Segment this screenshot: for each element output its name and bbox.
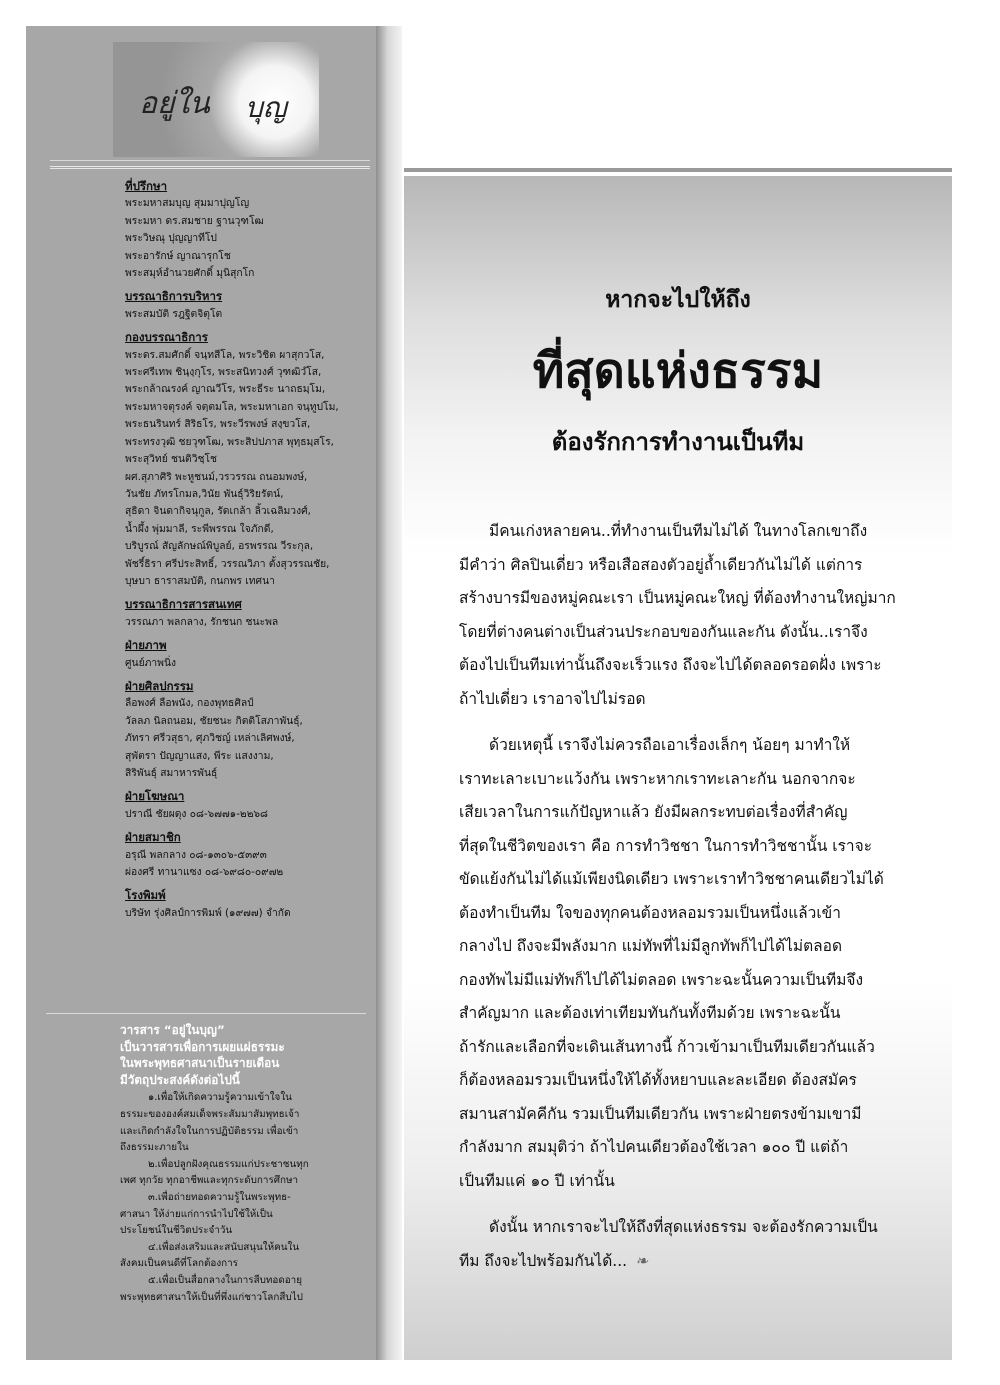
credit-line: พระดร.สมศักดิ์ จนฺทสีโล, พระวิชิต ผาสุกวโส, — [125, 348, 325, 361]
article-line: ดังนั้น หากเราจะไปให้ถึงที่สุดแห่งธรรม จะต้องรักความเป็น — [489, 1218, 878, 1236]
mission-statement — [120, 1022, 370, 1306]
article-line: กำลังมาก สมมุติว่า ถ้าไปคนเดียวต้องใช้เวลา ๑๐๐ ปี แต่ถ้า — [459, 1138, 849, 1156]
mission-item-line: ๑.เพื่อให้เกิดความรู้ความเข้าใจใน — [148, 1092, 292, 1104]
article-line: ทีม ถึงจะไปพร้อมกันได้... ❧ — [459, 1245, 897, 1279]
article-headline: ที่สุดแห่งธรรม — [532, 343, 824, 399]
credit-group — [125, 637, 370, 672]
quill-icon: ❧ — [635, 1251, 649, 1270]
credit-line: พระศรีเทพ ชินฺงฺกุโร, พระสนิทวงศ์ วุฑฒิวํโส, — [125, 366, 322, 379]
credit-line: บริบูรณ์ สัญลักษณ์พิบูลย์, อรพรรณ วีระกุล, — [125, 540, 314, 553]
credit-group — [125, 678, 370, 782]
article-line: กองทัพไม่มีแม่ทัพก็ไปได้ไม่ตลอด เพราะฉะนั้นความเป็นทีมจึง — [459, 970, 864, 989]
article-kicker: หากจะไปให้ถึง — [605, 287, 751, 313]
mission-item-line: ๒.เพื่อปลูกฝังคุณธรรมแก่ประชาชนทุก — [148, 1158, 309, 1170]
credit-section-title: ฝ่ายศิลปกรรม — [125, 678, 194, 693]
mission-item-line: ถึงธรรมะภายใน — [120, 1142, 189, 1154]
article-line: ก็ต้องหลอมรวมเป็นหนึ่งให้ได้ทั้งหยาบและละเอียด ต้องสมัคร — [459, 1071, 857, 1089]
mission-item-line: สังคมเป็นคนดีที่โลกต้องการ — [120, 1258, 238, 1270]
article-line: ถ้าไปเดี่ยว เราอาจไปไม่รอด — [459, 689, 646, 708]
mission-item-line: ประโยชน์ในชีวิตประจำวัน — [120, 1225, 233, 1237]
article-subhead: ต้องรักการทำงานเป็นทีม — [551, 428, 805, 456]
credit-section-title: โรงพิมพ์ — [125, 888, 166, 903]
credit-line: พระทรงวุฒิ ชยวุฑโฒ, พระสิปปภาส พุทฺธมฺสโร, — [125, 435, 334, 448]
article-body — [459, 515, 897, 1278]
sidebar-divider-top — [50, 160, 370, 161]
article-line: มีคำว่า ศิลปินเดี่ยว หรือเสือสองตัวอยู่ถ้ำเดียวกันไม่ได้ แต่การ — [459, 555, 863, 574]
credit-line: ผศ.สุภาศิริ พะหูชนม์,วรวรรณ ถนอมพงษ์, — [125, 470, 308, 483]
article-line: ด้วยเหตุนี้ เราจึงไม่ควรถือเอาเรื่องเล็กๆ น้อยๆ มาทำให้ — [489, 736, 851, 754]
credit-line: วันชัย ภัทรโกมล,วินัย พันธุ์วิริยรัตน์, — [125, 487, 284, 500]
mission-items — [120, 1090, 370, 1306]
credit-section-title: ฝ่ายโฆษณา — [125, 789, 185, 804]
credit-section-title: บรรณาธิการบริหาร — [125, 289, 223, 304]
credit-group — [125, 788, 370, 823]
credit-group — [125, 178, 370, 282]
article-paragraph — [459, 515, 897, 716]
article-line: สร้างบารมีของหมู่คณะเรา เป็นหมู่คณะใหญ่ ที่ต้องทำงานใหญ่มาก — [459, 589, 896, 607]
credit-section-title: ที่ปรึกษา — [125, 179, 168, 193]
credit-line: นํ้าผึ้ง พุ่มมาลี, ระพีพรรณ ใจภักดี, — [125, 522, 274, 535]
credit-group — [125, 887, 370, 922]
credit-line: พระกล้าณรงค์ ญาณวีโร, พระธีระ นาถธมฺโม, — [125, 383, 326, 396]
credit-group — [125, 288, 370, 323]
mission-item-line: ๔.เพื่อส่งเสริมและสนับสนุนให้คนใน — [148, 1241, 300, 1253]
credit-line: สุพัตรา ปัญญาแสง, พีระ แสงงาม, — [125, 749, 274, 762]
article-line: กลางไป ถึงจะมีพลังมาก แม่ทัพที่ไม่มีลูกทัพก็ไปได้ไม่ตลอด — [459, 937, 843, 955]
article-line: เสียเวลาในการแก้ปัญหาแล้ว ยังมีผลกระทบต่อเรื่องที่สำคัญ — [459, 803, 848, 821]
credit-line: ภัทรา ศรีวสุธา, ศุภวิชญ์ เหล่าเลิศพงษ์, — [125, 732, 295, 745]
credit-line: ปราณี ชัยผดุง ๐๘-๖๗๗๑-๒๒๖๘ — [125, 807, 268, 820]
mission-item-line: ธรรมะขององค์สมเด็จพระสัมมาสัมพุทธเจ้า — [120, 1108, 300, 1120]
credit-line: สุธิดา จินดากิจนุกูล, รัดเกล้า ลิ้วเฉลิมวงศ์, — [125, 505, 311, 518]
credit-line: พระอารักษ์ ญาณารุกโช — [125, 249, 231, 262]
credits-list — [125, 178, 370, 928]
article-paragraph — [459, 729, 897, 1198]
credit-line: พระสุวิทย์ ชนติวิชฺโช — [125, 453, 218, 466]
article-top-bar — [404, 168, 952, 172]
credit-section-title: กองบรรณาธิการ — [125, 330, 208, 345]
credit-section-title: บรรณาธิการสารสนเทศ — [125, 597, 242, 612]
mission-title-line: เป็นวารสารเพื่อการเผยแผ่ธรรมะ — [120, 1039, 285, 1054]
mission-title — [120, 1022, 370, 1088]
article-line: สำคัญมาก และต้องเท่าเทียมทันกันทั้งทีมด้วย เพราะฉะนั้น — [459, 1004, 841, 1022]
mission-item-line: ๕.เพื่อเป็นสื่อกลางในการสืบทอดอายุ — [148, 1274, 302, 1286]
credit-line: พระธนรินทร์ สิริธโร, พระวีรพงษ์ สงฺขวโส, — [125, 418, 311, 431]
credit-line: พระมหา ดร.สมชาย ฐานวุฑโฒ — [125, 214, 264, 227]
credit-section-title: ฝ่ายสมาชิก — [125, 830, 181, 845]
mission-item-line: และเกิดกำลังใจในการปฏิบัติธรรม เพื่อเข้า — [120, 1125, 299, 1137]
article-paragraph — [459, 1211, 897, 1278]
mission-title-line: ในพระพุทธศาสนาเป็นรายเดือน — [120, 1056, 280, 1071]
logo-text-right: บุญ — [245, 91, 287, 124]
sidebar-divider-mission — [46, 1013, 366, 1014]
credit-line: ผ่องศรี ทานาแซง ๐๘-๖๙๘๐-๐๙๗๒ — [125, 866, 284, 879]
credit-group — [125, 829, 370, 881]
credit-line: พระสมบัติ รฎฐิตจิตุโต — [125, 307, 223, 320]
mission-item-line: เพศ ทุกวัย ทุกอาชีพและทุกระดับการศึกษา — [120, 1175, 299, 1187]
logo-text-left: อยู่ใน — [139, 86, 210, 121]
credit-line: พัชรี์ธิรา ศรีประสิทธิ์, วรรณวิภา ตั้งสุวรรณชัย, — [125, 557, 330, 570]
article-line: ต้องทำเป็นทีม ใจของทุกคนต้องหลอมรวมเป็นหนึ่งแล้วเข้า — [459, 903, 841, 922]
mission-item-line: ๓.เพื่อถ่ายทอดความรู้ในพระพุทธ- — [148, 1191, 291, 1203]
mission-title-line: วารสาร “อยู่ในบุญ” — [120, 1023, 225, 1037]
article-line: ขัดแย้งกันไม่ได้แม้เพียงนิดเดียว เพราะเราทำวิชชาคนเดียวไม่ได้ — [459, 870, 884, 888]
credit-line: วัลลภ นิลถนอม, ชัยชนะ กิตติโสภาพันธุ์, — [125, 714, 303, 727]
credit-group — [125, 329, 370, 590]
credit-line: พระมหาสมบุญ สุมมาปุญโญ — [125, 197, 250, 210]
credit-section-title: ฝ่ายภาพ — [125, 638, 167, 653]
credit-line: บริษัท รุ่งศิลป์การพิมพ์ (๑๙๗๗) จำกัด — [125, 906, 291, 919]
page-spine-shadow — [376, 26, 402, 1360]
credit-line: ศูนย์ภาพนิ่ง — [125, 656, 177, 669]
article-line: ต้องไปเป็นทีมเท่านั้นถึงจะเร็วแรง ถึงจะไปได้ตลอดรอดฝั่ง เพราะ — [459, 656, 882, 674]
article-line: มีคนเก่งหลายคน..ที่ทำงานเป็นทีมไม่ได้ ในทางโลกเขาถึง — [489, 522, 868, 540]
magazine-logo — [113, 42, 319, 157]
article-line: ถ้ารักและเลือกที่จะเดินเส้นทางนี้ ก้าวเข้ามาเป็นทีมเดียวกันแล้ว — [459, 1037, 875, 1056]
mission-item-line: พระพุทธศาสนาให้เป็นที่พึ่งแก่ชาวโลกสืบไป — [120, 1291, 303, 1303]
credit-line: อรุณี พลกลาง ๐๘-๑๓๐๖-๕๓๙๓ — [125, 848, 267, 861]
credit-line: ลือพงศ์ ลือพนัง, กองพุทธศิลป์ — [125, 697, 254, 710]
article-line: โดยที่ต่างคนต่างเป็นส่วนประกอบของกันและกัน ดังนั้น..เราจึง — [459, 622, 868, 641]
article-line: ที่สุดในชีวิตของเรา คือ การทำวิชชา ในการทำวิชชานั้น เราจะ — [459, 836, 873, 855]
article-line: เราทะเลาะเบาะแว้งกัน เพราะหากเราทะเลาะกัน นอกจากจะ — [459, 769, 856, 788]
sidebar-divider-double — [50, 166, 370, 169]
credit-group — [125, 596, 370, 631]
mission-title-line: มีวัตถุประสงค์ดังต่อไปนี้ — [120, 1072, 240, 1087]
credit-line: วรรณภา พลกลาง, รักชนก ชนะพล — [125, 615, 279, 628]
credit-line: สิริพันธุ์ สมาหารพันธุ์ — [125, 767, 218, 779]
article-line: เป็นทีมแค่ ๑๐ ปี เท่านั้น — [459, 1171, 615, 1190]
article-line: สมานสามัคคีกัน รวมเป็นทีมเดียวกัน เพราะฝ่ายตรงข้ามเขามี — [459, 1104, 862, 1123]
credit-line: พระสมุห์อำนวยศักดิ์ มุนิสุกโก — [125, 267, 255, 280]
credit-line: พระมหาจตุรงค์ จตฺตมโล, พระมหาเอก จนฺทูปโม, — [125, 400, 339, 413]
credit-line: บุษบา ธาราสมบัติ, กนกพร เทศนา — [125, 574, 275, 587]
mission-item-line: ศาสนา ให้ง่ายแก่การนำไปใช้ให้เป็น — [120, 1208, 273, 1220]
credit-line: พระวิษณุ ปุญญาทีโป — [125, 232, 217, 245]
